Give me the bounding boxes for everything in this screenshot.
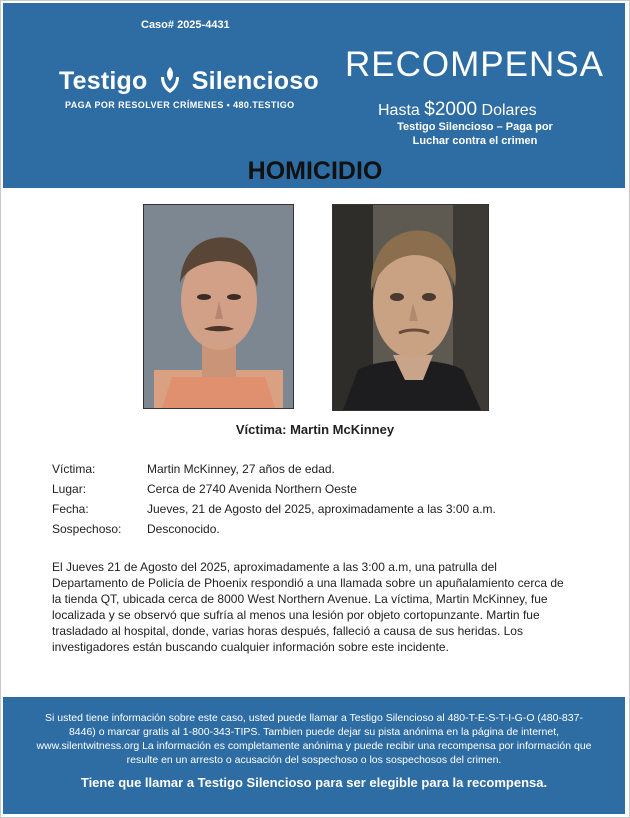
- logo-text-right: Silencioso: [191, 67, 319, 95]
- reward-title: RECOMPENSA: [345, 45, 604, 84]
- info-value-victim: Martin McKinney, 27 años de edad.: [147, 462, 335, 476]
- shield-hands-icon: [158, 65, 182, 95]
- info-label-date: Fecha:: [52, 502, 89, 516]
- info-label-location: Lugar:: [52, 482, 87, 496]
- logo-text-left: Testigo: [59, 67, 148, 95]
- case-description: El Jueves 21 de Agosto del 2025, aproximadamente a las 3:00 a.m, una patrulla del Departamento de Policía de Phoenix respondió a una llamada sobre un apuñalamiento cerca de la tienda QT, ubicada cerca de 8000 West Northern Avenue. La víctima, Martin McKinney, fue localizada y se observó que sufría al menos una lesión por objeto cortopunzante. Martin fue trasladado al hospital, donde, varias horas después, falleció a causa de sus heridas. Los investigadores están buscando cualquier información sobre este incidente.: [52, 560, 564, 654]
- info-value-suspect: Desconocido.: [147, 522, 220, 536]
- victim-photo-2: [332, 204, 489, 411]
- footer-call-to-action: Tiene que llamar a Testigo Silencioso para ser elegible para la recompensa.: [80, 775, 548, 790]
- reward-amount: $2000: [424, 99, 478, 120]
- info-label-suspect: Sospechoso:: [52, 522, 122, 536]
- logo-tagline: PAGA POR RESOLVER CRÍMENES • 480.TESTIGO: [65, 100, 295, 110]
- reward-subtitle: Testigo Silencioso – Paga por Luchar contra el crimen: [397, 121, 553, 147]
- info-value-date: Jueves, 21 de Agosto del 2025, aproximadamente a las 3:00 a.m.: [147, 502, 496, 516]
- footer-contact-info: Si usted tiene información sobre este caso, usted puede llamar a Testigo Silencioso al 480-T-E-S-T-I-G-O (480-837-8446) o marcar gratis al 1-800-343-TIPS. Tambien puede dejar su pista anónima en la página de internet, www.silentwitness.org La información es completamente anónima y puede recibir una recompensa por información que resulte en un arresto o acusación del sospechoso o los sospechosos del crimen.: [36, 712, 592, 766]
- reward-amount-line: [378, 99, 537, 121]
- logo: [59, 65, 319, 96]
- crime-title: HOMICIDIO: [247, 157, 383, 185]
- reward-suffix: Dolares: [481, 102, 537, 119]
- info-label-victim: Víctima:: [52, 462, 96, 476]
- victim-caption: Víctima: Martin McKinney: [235, 422, 395, 437]
- footer-banner: [3, 697, 625, 814]
- reward-prefix: Hasta: [378, 102, 420, 119]
- info-value-location: Cerca de 2740 Avenida Northern Oeste: [147, 482, 357, 496]
- case-number: Caso# 2025-4431: [141, 19, 230, 31]
- victim-photo-1: [143, 204, 294, 409]
